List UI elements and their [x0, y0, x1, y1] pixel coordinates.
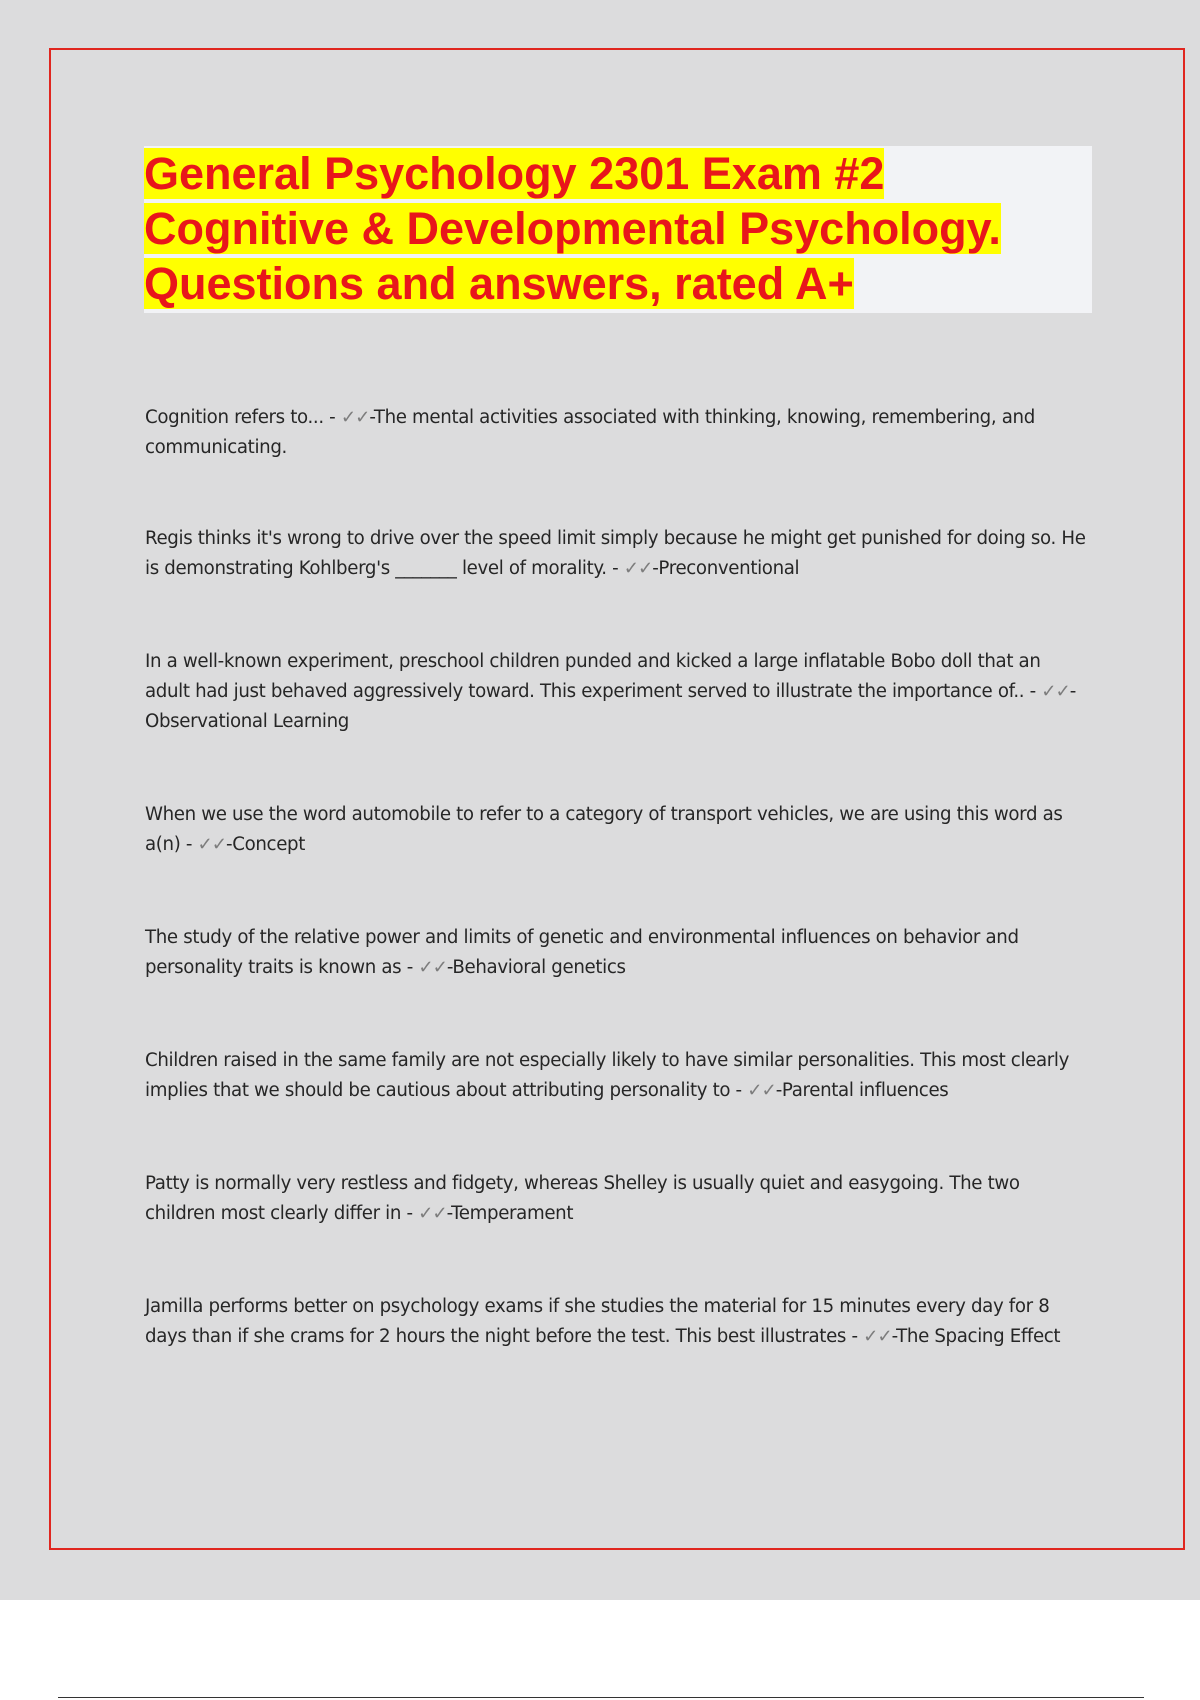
- double-check-icon: ✓✓: [340, 407, 370, 428]
- title-line-3: Questions and answers, rated A+: [144, 258, 854, 309]
- qa-item-spacing-effect: [145, 1292, 1090, 1352]
- qa-item-parental-influences: [145, 1046, 1090, 1106]
- double-check-icon: ✓✓: [197, 834, 227, 855]
- qa-item-behavioral-genetics: [145, 923, 1090, 983]
- answer-text: -The Spacing Effect: [891, 1326, 1061, 1347]
- title-line-1: General Psychology 2301 Exam #2: [144, 148, 885, 199]
- double-check-icon: ✓✓: [418, 957, 447, 978]
- answer-text: -Temperament: [446, 1203, 574, 1224]
- qa-item-bobo-doll: [145, 647, 1090, 737]
- qa-item-cognition: [145, 403, 1090, 463]
- qa-item-temperament: [145, 1169, 1090, 1229]
- document-title: [144, 146, 1092, 311]
- double-check-icon: ✓✓: [1041, 681, 1070, 702]
- answer-text: -Parental influences: [775, 1080, 949, 1101]
- answer-text: -Concept: [226, 834, 306, 855]
- question-text: The study of the relative power and limits of genetic and environmental influences on behavior and personality traits is known as -: [145, 927, 1019, 978]
- answer-text: -The mental activities associated with thinking, knowing, remembering, and communicating.: [145, 407, 1035, 458]
- title-block: [144, 146, 1092, 313]
- question-text: Regis thinks it's wrong to drive over the speed limit simply because he might get punished for doing so. He is demonstrating Kohlberg's _______ level of morality. -: [145, 528, 1086, 579]
- question-text: Cognition refers to... -: [145, 407, 341, 428]
- double-check-icon: ✓✓: [747, 1080, 776, 1101]
- question-text: Patty is normally very restless and fidgety, whereas Shelley is usually quiet and easygoing. The two children most clearly differ in -: [145, 1173, 1020, 1224]
- double-check-icon: ✓✓: [863, 1326, 892, 1347]
- question-text: Children raised in the same family are not especially likely to have similar personalities. This most clearly implies that we should be cautious about attributing personality to -: [145, 1050, 1070, 1101]
- answer-text: -Behavioral genetics: [446, 957, 626, 978]
- double-check-icon: ✓✓: [623, 558, 653, 579]
- qa-item-concept: [145, 800, 1090, 860]
- question-text: Jamilla performs better on psychology exams if she studies the material for 15 minutes every day for 8 days than if she crams for 2 hours the night before the test. This best illustrates -: [145, 1296, 1050, 1347]
- double-check-icon: ✓✓: [418, 1203, 447, 1224]
- footer-divider: [58, 1697, 1144, 1698]
- answer-text: -Observational Learning: [145, 681, 1076, 732]
- question-text: When we use the word automobile to refer to a category of transport vehicles, we are using this word as a(n) -: [145, 804, 1063, 855]
- question-text: In a well-known experiment, preschool children punded and kicked a large inflatable Bobo doll that an adult had just behaved aggressively toward. This experiment served to illustrate the importance of.. -: [145, 651, 1042, 702]
- qa-item-kohlberg: [145, 524, 1090, 584]
- answer-text: -Preconventional: [652, 558, 800, 579]
- title-line-2: Cognitive & Developmental Psychology.: [144, 203, 1001, 254]
